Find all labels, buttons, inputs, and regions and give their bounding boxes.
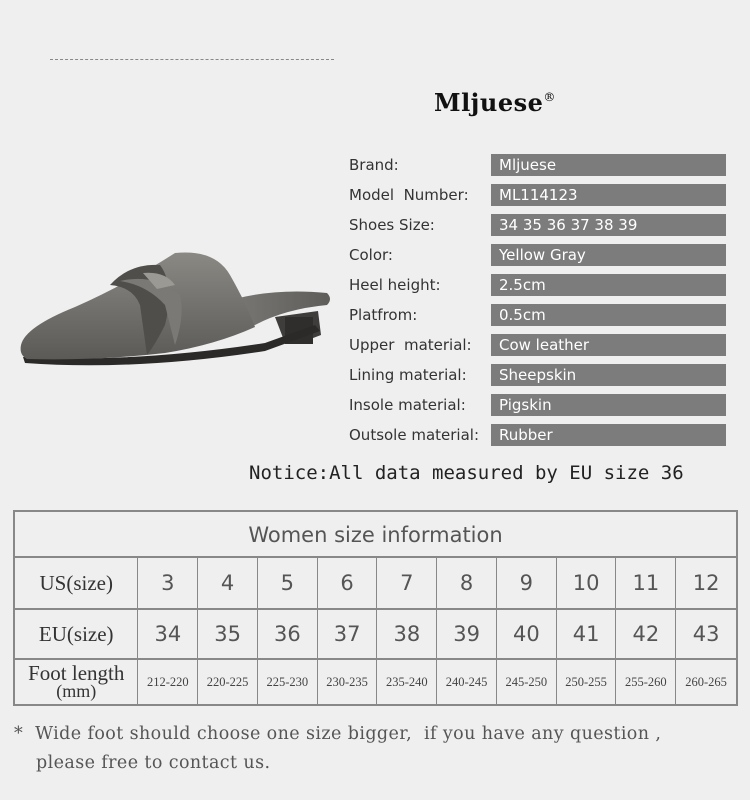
table-cell: 36 — [258, 610, 318, 658]
footnote-line-2: please free to contact us. — [36, 753, 271, 773]
table-cell: 43 — [692, 622, 720, 646]
spec-row-shoes-size — [349, 214, 726, 236]
table-cell: 3 — [138, 558, 198, 608]
table-cell: 38 — [377, 610, 437, 658]
size-table — [13, 510, 738, 706]
table-cell: 39 — [437, 610, 497, 658]
table-cell: 35 — [198, 610, 258, 658]
spec-label: Color: — [349, 246, 393, 264]
spec-value: Sheepskin — [491, 364, 726, 386]
table-cell: 12 — [692, 571, 720, 595]
spec-label: Platfrom: — [349, 306, 418, 324]
spec-value: Pigskin — [491, 394, 726, 416]
spec-label: Brand: — [349, 156, 399, 174]
table-cell: 8 — [437, 558, 497, 608]
spec-label: Shoes Size: — [349, 216, 435, 234]
table-cell: 235-240 — [377, 660, 437, 704]
table-cell: 240-245 — [437, 660, 497, 704]
table-cell: 225-230 — [258, 660, 318, 704]
table-cell: 245-250 — [497, 660, 557, 704]
spec-row-outsole-material — [349, 424, 726, 446]
spec-value: Rubber — [491, 424, 726, 446]
product-shoe-image — [15, 245, 337, 375]
spec-row-insole-material — [349, 394, 726, 416]
table-cell: 7 — [377, 558, 437, 608]
spec-row-upper-material — [349, 334, 726, 356]
spec-value: Cow leather — [491, 334, 726, 356]
row-header-eu: EU(size) — [15, 610, 138, 658]
footnote-line-1: * Wide foot should choose one size bigger, if you have any question , — [14, 724, 662, 744]
spec-value: Mljuese — [491, 154, 726, 176]
foot-length-unit: (mm) — [56, 681, 97, 701]
row-header-us: US(size) — [15, 558, 138, 608]
table-cell: 250-255 — [557, 660, 617, 704]
spec-row-color — [349, 244, 726, 266]
table-row-foot-length — [15, 660, 736, 704]
table-cell: 5 — [258, 558, 318, 608]
table-title: Women size information — [15, 512, 736, 558]
spec-label: Model Number: — [349, 186, 469, 204]
spec-value: Yellow Gray — [491, 244, 726, 266]
spec-label: Insole material: — [349, 396, 466, 414]
measurement-notice: Notice:All data measured by EU size 36 — [249, 462, 684, 484]
spec-row-model-number — [349, 184, 726, 206]
table-cell: 9 — [497, 558, 557, 608]
dashed-divider — [50, 59, 334, 60]
spec-value: 34 35 36 37 38 39 — [491, 214, 726, 236]
table-cell: 230-235 — [318, 660, 378, 704]
table-cell: 37 — [318, 610, 378, 658]
table-cell: 41 — [557, 610, 617, 658]
spec-value: 2.5cm — [491, 274, 726, 296]
table-cell: 220-225 — [198, 660, 258, 704]
table-cell: 212-220 — [138, 660, 198, 704]
spec-label: Upper material: — [349, 336, 472, 354]
footnote — [14, 720, 739, 778]
spec-value: ML114123 — [491, 184, 726, 206]
table-cell: 255-260 — [616, 660, 676, 704]
spec-row-heel-height — [349, 274, 726, 296]
table-cell: 34 — [138, 610, 198, 658]
spec-value: 0.5cm — [491, 304, 726, 326]
brand-logo: Mljuese® — [434, 88, 556, 117]
spec-label: Outsole material: — [349, 426, 480, 444]
table-cell: 40 — [497, 610, 557, 658]
table-cell: 11 — [616, 558, 676, 608]
spec-row-brand — [349, 154, 726, 176]
table-row-us — [15, 558, 736, 610]
table-cell: 6 — [318, 558, 378, 608]
foot-length-label: Foot length — [28, 661, 125, 685]
spec-row-platform — [349, 304, 726, 326]
spec-row-lining-material — [349, 364, 726, 386]
spec-label: Heel height: — [349, 276, 441, 294]
row-header-foot-length — [15, 660, 138, 704]
table-cell: 10 — [557, 558, 617, 608]
table-row-eu — [15, 610, 736, 660]
table-cell: 260-265 — [685, 674, 727, 689]
table-cell: 42 — [616, 610, 676, 658]
table-cell: 4 — [198, 558, 258, 608]
spec-label: Lining material: — [349, 366, 467, 384]
